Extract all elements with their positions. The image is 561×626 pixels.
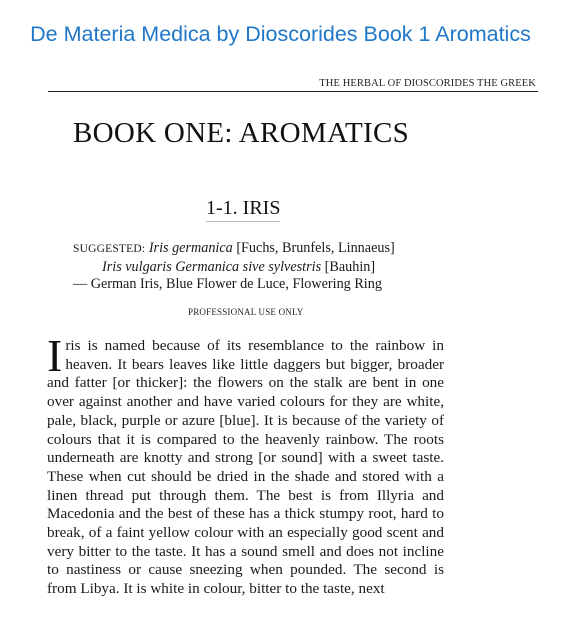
- synonyms-block: [73, 240, 433, 294]
- running-head: THE HERBAL OF DIOSCORIDES THE GREEK: [319, 78, 536, 89]
- chapter-title: 1-1. IRIS: [206, 197, 280, 222]
- header-rule: [48, 91, 538, 92]
- body-paragraph: ris is named because of its resemblance to the rainbow in heaven. It bears leaves like little daggers but bigger, broader and fatter [or thicker]: the flowers on the stalk are bent in one over against another and have varied colours for they are white, pale, black, purple or azure [blue]. It is because of the variety of colours that it is compared to the heavenly rainbow. The roots underneath are knotty and strong [or sound] with a sweet taste. These when cut should be dried in the shade and stored with a linen thread put through them. The best is from Illyria and Macedonia and the best of these has a thick stumpy root, hard to break, of a faint yellow colour with an especially good scent and very bitter to the taste. It has a sound smell and does not incline to nastiness or cause sneezing when pounded. The second is from Libya. It is white in colour, bitter to the taste, next: [47, 337, 444, 598]
- drop-cap: I: [47, 330, 63, 381]
- synonym-sources-2: [Bauhin]: [321, 258, 376, 275]
- document-title: De Materia Medica by Dioscorides Book 1 Aromatics: [30, 22, 531, 46]
- synonym-sources-1: [Fuchs, Brunfels, Linnaeus]: [232, 240, 395, 256]
- suggested-label: SUGGESTED:: [73, 243, 146, 255]
- synonym-line-2: [73, 259, 433, 277]
- synonym-latin-2: Iris vulgaris Germanica sive sylvestris: [102, 258, 322, 275]
- chapter-body: [47, 330, 444, 599]
- synonym-latin-1: Iris germanica: [148, 240, 233, 256]
- professional-use-notice: PROFESSIONAL USE ONLY: [188, 307, 304, 317]
- synonym-common-names: — German Iris, Blue Flower de Luce, Flowering Ring: [73, 276, 382, 293]
- book-title: BOOK ONE: AROMATICS: [73, 117, 410, 149]
- synonym-line-1: [73, 240, 433, 259]
